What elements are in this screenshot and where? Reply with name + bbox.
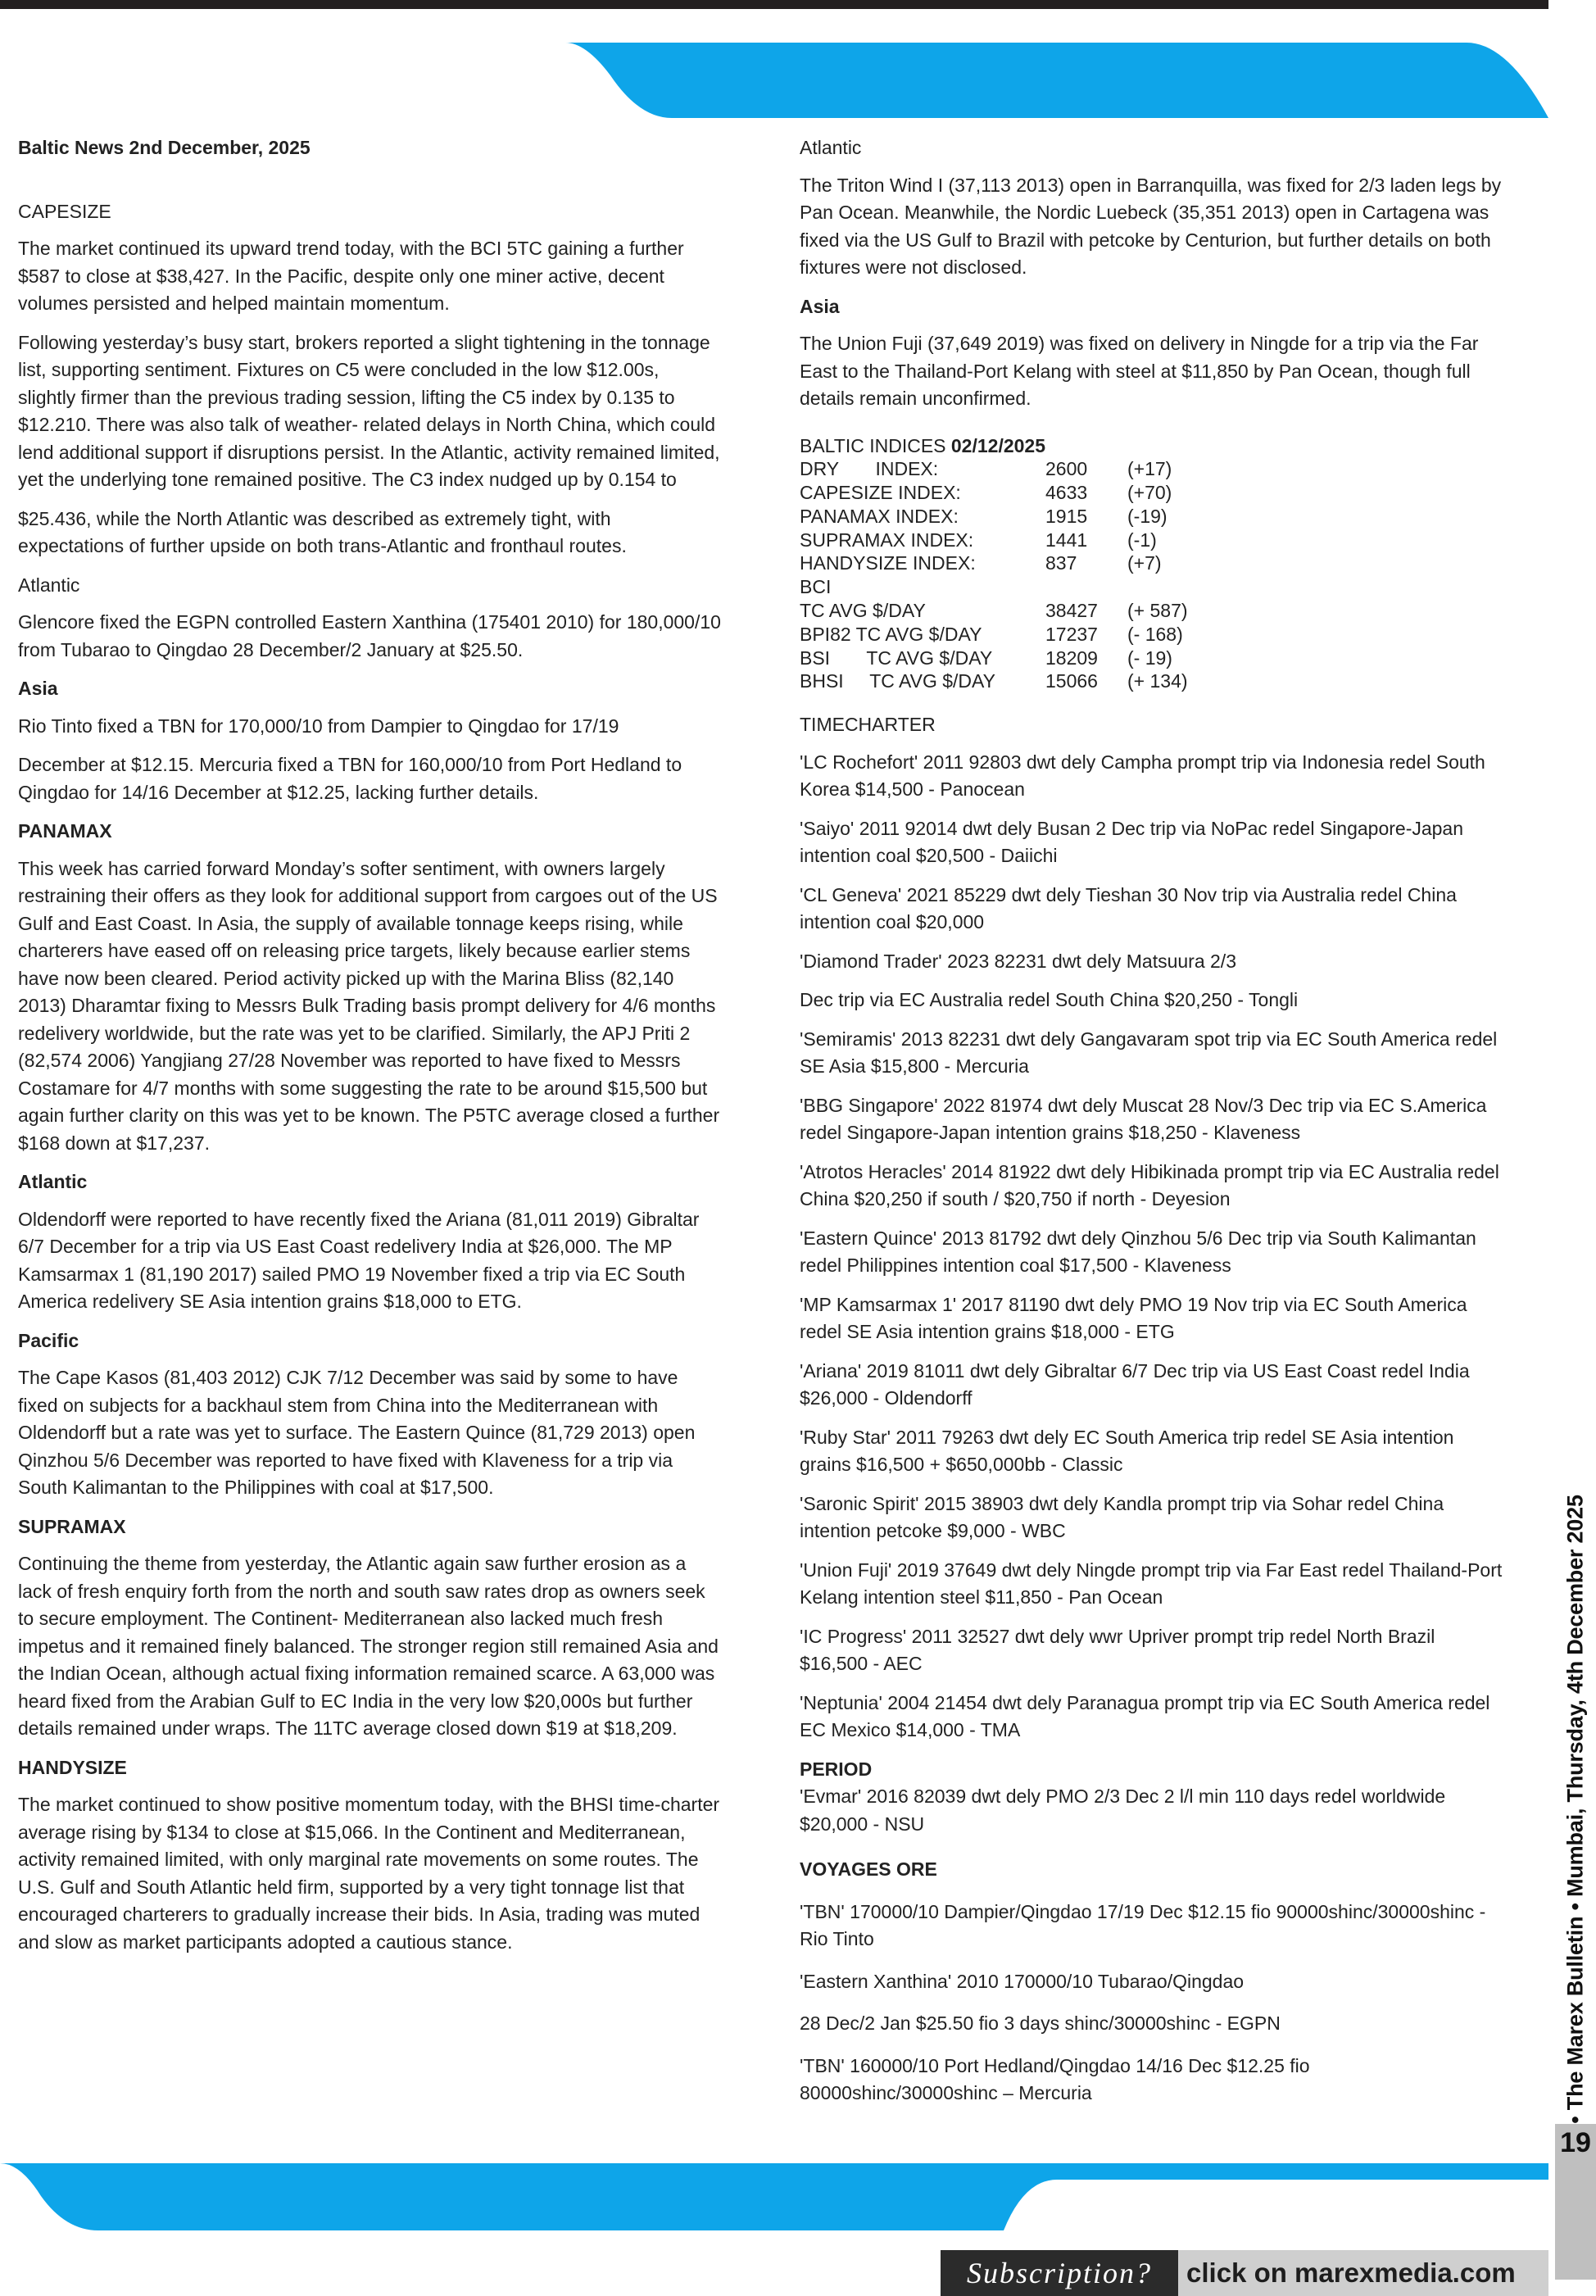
index-change: (- 168) <box>1127 623 1183 645</box>
subscription-banner[interactable] <box>941 2250 1548 2296</box>
index-row <box>800 669 1504 693</box>
index-value: 38427 <box>1045 600 1098 622</box>
period-heading: PERIOD <box>800 1758 873 1780</box>
index-change: (+ 134) <box>1127 670 1188 692</box>
timecharter-entry: 'Union Fuji' 2019 37649 dwt dely Ningde prompt trip via Far East redel Thailand-Port Kelang intention steel $11,850 - Pan Ocean <box>800 1559 1503 1609</box>
side-publication-text: • The Marex Bulletin • Mumbai, Thursday, 4th December 2025 <box>1562 1495 1588 2124</box>
index-row <box>800 623 1504 647</box>
panamax-heading: PANAMAX <box>18 820 112 842</box>
timecharter-entry: 'Ruby Star' 2011 79263 dwt dely EC South America trip redel SE Asia intention grains $16,500 + $650,000bb - Classic <box>800 1426 1454 1476</box>
index-change <box>1127 575 1242 599</box>
timecharter-entry: 'CL Geneva' 2021 85229 dwt dely Tieshan 30 Nov trip via Australia redel China intention coal $20,000 <box>800 883 1457 933</box>
index-label: DRY INDEX: <box>800 458 939 480</box>
index-value: 837 <box>1045 552 1077 574</box>
voyage-entry: 'Eastern Xanthina' 2010 170000/10 Tubarao/Qingdao <box>800 1970 1245 1992</box>
panamax-pacific-paragraph: The Cape Kasos (81,403 2012) CJK 7/12 December was said by some to have fixed on subjects for a backhaul stem from China into the Mediterranean with Oldendorff but a rate was yet to surface. The Eastern Quince (81,729 2013) open Qinzhou 5/6 December was reported to have fixed with Klaveness for a trip via South Kalimantan to the Philippines with coal at $17,500. <box>18 1367 696 1498</box>
capesize-heading: CAPESIZE <box>18 200 111 222</box>
left-column <box>18 134 721 1967</box>
index-change: (-19) <box>1127 505 1168 527</box>
timecharter-entry: 'BBG Singapore' 2022 81974 dwt dely Muscat 28 Nov/3 Dec trip via EC S.America redel Singapore-Japan intention grains $18,250 - Klaveness <box>800 1094 1487 1144</box>
index-value: 2600 <box>1045 458 1088 480</box>
header-wave <box>0 43 1548 118</box>
panamax-paragraph: This week has carried forward Monday’s softer sentiment, with owners largely restraining their offers as they look for additional support from cargoes out of the US Gulf and East Coast. In Asia, the supply of available tonnage keeps rising, while charterers have eased off on releasing price targets, likely because earlier stems have now been cleared. Period activity picked up with the Marina Bliss (82,140 2013) Dharamtar fixing to Messrs Bulk Trading basis prompt delivery for 4/6 months redelivery worldwide, but the rate was yet to be clarified. Similarly, the APJ Priti 2 (82,574 2006) Yangjiang 27/28 November was reported to have fixed to Messrs Costamare for 4/7 months with some suggesting the rate to be around $15,500 but again further clarity on this was yet to be known. The P5TC average closed a further $168 down at $17,237. <box>18 857 720 1154</box>
supramax-asia-paragraph: The Union Fuji (37,649 2019) was fixed on delivery in Ningde for a trip via the Far East to the Thailand-Port Kelang with steel at $11,850 by Pan Ocean, though full details remain unconfirmed. <box>800 333 1479 409</box>
index-row <box>800 575 1504 599</box>
index-value: 17237 <box>1045 623 1098 645</box>
subscription-label: Subscription? <box>941 2250 1178 2296</box>
index-row <box>800 647 1504 670</box>
index-label: BSI TC AVG $/DAY <box>800 647 993 669</box>
capesize-atlantic-paragraph: Glencore fixed the EGPN controlled Eastern Xanthina (175401 2010) for 180,000/10 from Tubarao to Qingdao 28 December/2 January at $25.50. <box>18 611 721 660</box>
capesize-paragraph-2: Following yesterday’s busy start, brokers reported a slight tightening in the tonnage list, supporting sentiment. Fixtures on C5 were concluded in the low $12.00s, slightly firmer than the previous trading session, lifting the C5 index by 0.135 to $12.210. There was also talk of weather- related delays in North China, which could lend additional support if disruptions persist. In the Atlantic, activity remained limited, yet the underlying tone remained positive. The C3 index nudged up by 0.154 to <box>18 331 720 490</box>
index-label: BHSI TC AVG $/DAY <box>800 670 996 692</box>
period-entry: 'Evmar' 2016 82039 dwt dely PMO 2/3 Dec 2 l/l min 110 days redel worldwide $20,000 - NSU <box>800 1786 1446 1835</box>
panamax-atlantic-paragraph: Oldendorff were reported to have recently fixed the Ariana (81,011 2019) Gibraltar 6/7 December for a trip via US East Coast redelivery India at $26,000. The MP Kamsarmax 1 (81,190 2017) sailed PMO 19 November fixed a trip via EC South America redelivery SE Asia intention grains $18,000 to ETG. <box>18 1208 700 1312</box>
timecharter-entry: 'Saronic Spirit' 2015 38903 dwt dely Kandla prompt trip via Sohar redel China intention petcoke $9,000 - WBC <box>800 1492 1444 1542</box>
timecharter-entry: 'IC Progress' 2011 32527 dwt dely wwr Upriver prompt trip redel North Brazil $16,500 - AEC <box>800 1625 1435 1675</box>
handysize-paragraph: The market continued to show positive momentum today, with the BHSI time-charter average rising by $134 to close at $15,066. In the Continent and Mediterranean, activity remained limited, with only marginal rate movements on some routes. The U.S. Gulf and South Atlantic held firm, supported by a very tight tonnage list that encouraged charterers to gradually increase their bids. In Asia, trading was muted and slow as market participants adopted a cautious stance. <box>18 1794 720 1953</box>
timecharter-entry: 'LC Rochefort' 2011 92803 dwt dely Campha prompt trip via Indonesia redel South Korea $14,500 - Panocean <box>800 751 1485 801</box>
timecharter-heading: TIMECHARTER <box>800 714 936 736</box>
index-row <box>800 599 1504 623</box>
index-value: 1441 <box>1045 529 1088 551</box>
panamax-atlantic-heading: Atlantic <box>18 1171 88 1192</box>
index-row <box>800 551 1504 575</box>
timecharter-entry: 'Neptunia' 2004 21454 dwt dely Paranagua prompt trip via EC South America redel EC Mexico $14,000 - TMA <box>800 1691 1490 1741</box>
baltic-indices-date: 02/12/2025 <box>950 434 1046 456</box>
handysize-heading: HANDYSIZE <box>18 1756 127 1778</box>
right-column <box>800 134 1504 2119</box>
index-value: 4633 <box>1045 482 1088 504</box>
index-label: CAPESIZE INDEX: <box>800 482 961 504</box>
baltic-indices-title <box>800 434 1504 458</box>
index-change: (+17) <box>1127 458 1172 480</box>
voyage-entry: 28 Dec/2 Jan $25.50 fio 3 days shinc/30000shinc - EGPN <box>800 2012 1281 2035</box>
baltic-indices-table <box>800 434 1504 694</box>
voyages-ore-heading: VOYAGES ORE <box>800 1858 937 1881</box>
capesize-asia-paragraph-1: Rio Tinto fixed a TBN for 170,000/10 from Dampier to Qingdao for 17/19 <box>18 715 619 737</box>
index-change: (- 19) <box>1127 647 1172 669</box>
index-label: TC AVG $/DAY <box>800 600 926 622</box>
capesize-asia-paragraph-2: December at $12.15. Mercuria fixed a TBN for 160,000/10 from Port Hedland to Qingdao for 14/16 December at $12.25, lacking further details. <box>18 754 682 803</box>
page-title: Baltic News 2nd December, 2025 <box>18 137 311 158</box>
supramax-heading: SUPRAMAX <box>18 1515 126 1537</box>
index-label: HANDYSIZE INDEX: <box>800 552 976 574</box>
index-change: (+7) <box>1127 552 1162 574</box>
index-change: (+70) <box>1127 482 1172 504</box>
voyage-entry: 'TBN' 170000/10 Dampier/Qingdao 17/19 Dec $12.15 fio 90000shinc/30000shinc - Rio Tinto <box>800 1900 1486 1950</box>
timecharter-entry: Dec trip via EC Australia redel South China $20,250 - Tongli <box>800 989 1299 1011</box>
index-row <box>800 457 1504 481</box>
timecharter-entry: 'Ariana' 2019 81011 dwt dely Gibraltar 6/7 Dec trip via US East Coast redel India $26,000 - Oldendorff <box>800 1359 1470 1409</box>
timecharter-entry: 'Saiyo' 2011 92014 dwt dely Busan 2 Dec trip via NoPac redel Singapore-Japan intention coal $20,500 - Daiichi <box>800 817 1464 867</box>
panamax-pacific-heading: Pacific <box>18 1329 79 1351</box>
top-rule <box>0 0 1548 9</box>
index-change: (-1) <box>1127 529 1157 551</box>
timecharter-entry: 'Atrotos Heracles' 2014 81922 dwt dely Hibikinada prompt trip via EC Australia redel China $20,250 if south / $20,750 if north - Deyesion <box>800 1160 1499 1210</box>
index-label: BPI82 TC AVG $/DAY <box>800 623 982 645</box>
index-row <box>800 529 1504 552</box>
index-row <box>800 481 1504 505</box>
index-value: 1915 <box>1045 505 1088 527</box>
timecharter-entry: 'MP Kamsarmax 1' 2017 81190 dwt dely PMO 19 Nov trip via EC South America redel SE Asia intention grains $18,000 - ETG <box>800 1293 1467 1343</box>
index-change: (+ 587) <box>1127 600 1188 622</box>
voyage-entry: 'TBN' 160000/10 Port Hedland/Qingdao 14/16 Dec $12.25 fio 80000shinc/30000shinc – Mercuria <box>800 2054 1310 2104</box>
timecharter-entry: 'Diamond Trader' 2023 82231 dwt dely Matsuura 2/3 <box>800 950 1236 972</box>
timecharter-entry: 'Semiramis' 2013 82231 dwt dely Gangavaram spot trip via EC South America redel SE Asia $15,800 - Mercuria <box>800 1028 1498 1078</box>
index-value <box>1045 575 1127 599</box>
capesize-atlantic-heading: Atlantic <box>18 574 80 596</box>
baltic-indices-label: BALTIC INDICES <box>800 434 951 456</box>
index-value: 15066 <box>1045 670 1098 692</box>
supramax-asia-heading: Asia <box>800 295 840 317</box>
index-row <box>800 505 1504 529</box>
index-value: 18209 <box>1045 647 1098 669</box>
capesize-asia-heading: Asia <box>18 678 58 699</box>
supramax-paragraph: Continuing the theme from yesterday, the Atlantic again saw further erosion as a lack of fresh enquiry forth from the north and south saw rates drop as owners seek to secure employment. The Continent- Mediterranean also lacked much fresh impetus and it remained finely balanced. The stronger region still remained Asia and the Indian Ocean, although actual fixing information remained scarce. A 63,000 was heard fixed from the Arabian Gulf to EC India in the very low $20,000s but further details remained under wraps. The 11TC average closed down $19 at $18,209. <box>18 1553 719 1739</box>
index-label: PANAMAX INDEX: <box>800 505 959 527</box>
supramax-atlantic-paragraph: The Triton Wind I (37,113 2013) open in Barranquilla, was fixed for 2/3 laden legs by Pan Ocean. Meanwhile, the Nordic Luebeck (35,351 2013) open in Cartagena was fixed via the US Gulf to Brazil with petcoke by Centurion, but further details on both fixtures were not disclosed. <box>800 174 1502 278</box>
capesize-paragraph-3: $25.436, while the North Atlantic was described as extremely tight, with expectations of further upside on both trans-Atlantic and fronthaul routes. <box>18 507 627 556</box>
capesize-paragraph-1: The market continued its upward trend today, with the BCI 5TC gaining a further $587 to close at $38,427. In the Pacific, despite only one miner active, decent volumes persisted and helped maintain momentum. <box>18 238 684 314</box>
supramax-atlantic-heading: Atlantic <box>800 137 862 158</box>
period-block <box>800 1756 1504 1839</box>
footer-wave <box>0 2163 1548 2230</box>
timecharter-entry: 'Eastern Quince' 2013 81792 dwt dely Qinzhou 5/6 Dec trip via South Kalimantan redel Philippines intention coal $17,500 - Klaveness <box>800 1227 1476 1277</box>
index-label: BCI <box>800 576 832 598</box>
page-number: 19 <box>1560 2127 1591 2158</box>
subscription-link[interactable]: click on marexmedia.com <box>1178 2250 1548 2296</box>
index-label: SUPRAMAX INDEX: <box>800 529 974 551</box>
